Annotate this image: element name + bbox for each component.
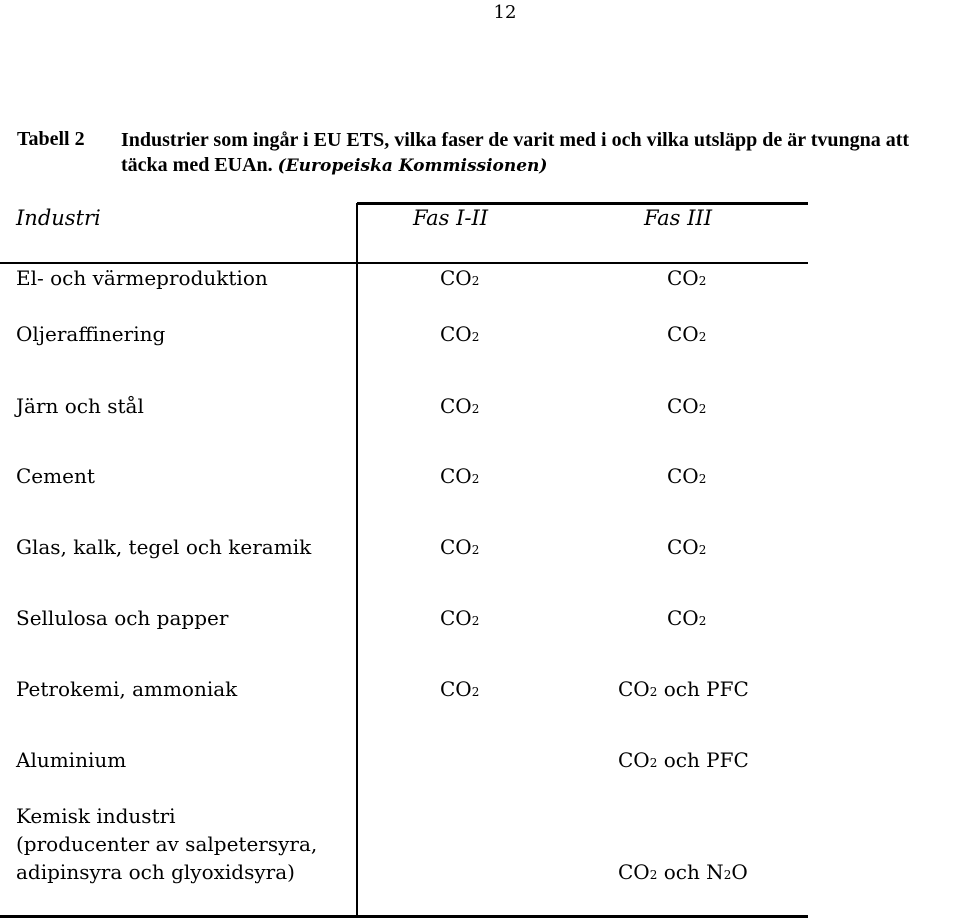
phase3-cell: CO2 och PFC <box>618 677 749 701</box>
industry-cell: Järn och stål <box>16 394 144 418</box>
industry-cell: Petrokemi, ammoniak <box>16 677 238 701</box>
phase3-cell: CO2 och N2O <box>618 860 748 884</box>
table-caption-source: (Europeiska Kommissionen) <box>277 156 548 176</box>
phase3-cell: CO2 och PFC <box>618 748 749 772</box>
phase12-cell: CO2 <box>440 322 480 346</box>
phase3-cell: CO2 <box>667 322 707 346</box>
industry-cell: Aluminium <box>16 748 127 772</box>
phase3-cell: CO2 <box>667 464 707 488</box>
industry-cell: Oljeraffinering <box>16 322 166 346</box>
table-caption <box>121 128 951 179</box>
industry-cell: El- och värmeproduktion <box>16 266 268 290</box>
phase12-cell: CO2 <box>440 266 480 290</box>
table-top-rule <box>357 202 808 205</box>
table-caption-text: Industrier som ingår i EU ETS, vilka faser de varit med i och vilka utsläpp de är tvungna att täcka med EUAn. <box>121 129 910 176</box>
page-number: 12 <box>493 2 517 23</box>
header-phase-3: Fas III <box>644 206 713 230</box>
industry-cell: Sellulosa och papper <box>16 606 229 630</box>
industry-cell: Glas, kalk, tegel och keramik <box>16 535 312 559</box>
phase3-cell: CO2 <box>667 606 707 630</box>
phase12-cell: CO2 <box>440 394 480 418</box>
phase12-cell: CO2 <box>440 606 480 630</box>
phase3-cell: CO2 <box>667 394 707 418</box>
column-divider <box>356 203 358 918</box>
table-caption-label: Tabell 2 <box>17 128 85 150</box>
header-phase-1-2: Fas I-II <box>413 206 489 230</box>
industry-cell: Cement <box>16 464 95 488</box>
header-industry: Industri <box>16 206 101 230</box>
industry-cell: Kemisk industri (producenter av salpetersyra, adipinsyra och glyoxidsyra) <box>16 804 318 884</box>
phase12-cell: CO2 <box>440 677 480 701</box>
phase3-cell: CO2 <box>667 535 707 559</box>
phase12-cell: CO2 <box>440 464 480 488</box>
phase12-cell: CO2 <box>440 535 480 559</box>
phase3-cell: CO2 <box>667 266 707 290</box>
table-bottom-rule <box>0 915 808 918</box>
